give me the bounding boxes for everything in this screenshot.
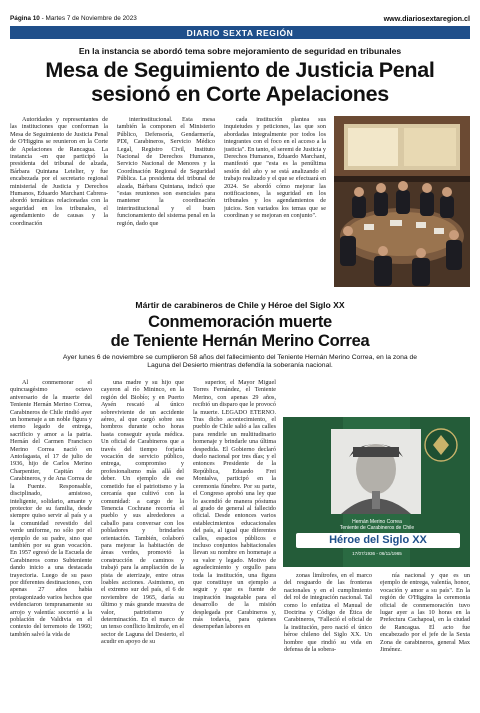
article1-headline-line2: sesionó en Corte Apelaciones xyxy=(91,82,389,106)
article2-column-2: una madre y su hijo que cayeron al río Mininco, en la región del Biobío; y en Puerto Aysén rescató al único sobreviviente de un accidente aéreo, al que cargó sobre sus hombros durante ocho horas hasta conseguir ayuda médica. Un oficial de Carabineros que a través del tiempo forjaría vocación de servicio público, entrega, compromiso y profesionalismo más allá del deber. Un ejemplo de ese cometido fue el patriotismo y la cercanía que cultivó con la comunidad: a cargo de la Tenencia Cochrane recorría el pueblo y sus alrededores a caballo para conversar con los pobladores y brindarles orientación. También, colaboró para mejorar la habitación de áreas verdes, promovió la construcción de caminos y trabajó para la ampliación de la pista de aterrizaje, entre otras loables acciones. Asimismo, en el extremo sur del país, el 6 de noviembre de 1965, daría su último y más grande muestra de valor, patriotismo y determinación. En el marco de un tenso conflicto limítrofe, en el sector de Laguna del Desierto, el acudir en apoyo de su xyxy=(101,379,184,646)
article2-headline-line1: Conmemoración muerte xyxy=(148,313,332,331)
portrait-name: Hernán Merino Correa xyxy=(352,519,402,525)
article2-column-1: Al conmemorar el quincuagésimo octavo aniversario de la muerte del Teniente Hernán Merino Correa, Carabineros de Chile rindió ayer un homenaje a un noble figura y eterno legado de entrega, sacrificio y amor a la patria. Hernán del Carmen Francisco Merino Correa nació en Antofagasta, el 17 de julio de 1936, hijo de Carlos Merino Charpentier, Capitán de Carabineros, y de Ana Correa de la Fuente. Responsable, disciplinado, amistoso, inteligente, solidario, amante y protector de su familia, desde siempre quiso servir al país y a la comunidad revestido del verde uniforme, no sólo por el ejemplo de su padre, sino que también por su gran vocación. En 1957 egresó de la Escuela de Carabineros como Subteniente dando inicio a una destacada trayectoria. Luego de su paso por diferentes destinaciones, con apenas 27 años había protagonizado varios hechos que evidenciaron tempranamente su arrojo y valentía: socorrió a la población de Valdivia en el contexto del terremoto de 1960; también salvó la vida de xyxy=(10,379,92,638)
meeting-photo xyxy=(334,116,470,287)
portrait-hero-title: Héroe del Siglo XX xyxy=(296,533,460,548)
article2-headline xyxy=(10,313,470,351)
article1-column-1: Autoridades y representantes de las instituciones que conforman la Mesa de Seguimiento de Justicia Penal de O'Higgins se reunieron en la Corte de Apelaciones de Rancagua. La instancia -en que participó la presidenta del tribunal de alzada, Bárbara Quintana Letelier, y fue encabezada por el secretario regional ministerial de Justicia y Derechos Humanos, Eduardo Marchant Cabrera- abordó temáticas relacionadas con la seguridad en los tribunales, el agendamiento de causas y la coordinación xyxy=(10,116,108,227)
portrait-dates: 17/07/1936 - 06/11/1965 xyxy=(352,551,402,556)
article1-kicker: En la instancia se abordó tema sobre mejoramiento de seguridad en tribunales xyxy=(78,46,402,56)
masthead-title: DIARIO SEXTA REGIÓN xyxy=(186,27,294,38)
page-number: Página 10 xyxy=(10,14,40,22)
article1-headline-line1: Mesa de Seguimiento de Justicia Penal xyxy=(45,58,435,82)
article1-headline xyxy=(10,58,470,106)
website-url[interactable]: www.diariosextaregion.cl xyxy=(383,13,470,23)
article2-kicker: Mártir de carabineros de Chile y Héroe del Siglo XX xyxy=(135,300,345,310)
portrait-caption-name xyxy=(314,519,440,531)
article2-column-3: superior, el Mayor Miguel Torres Fernández, el Teniente Merino, con apenas 29 años, recibió un disparo que le provocó la muerte. LEGADO ETERNO. Tras dicho acontecimiento, el pueblo de Chile salió a las calles para rendirle un multitudinario homenaje y brindarle una última despedida. El Gobierno declaró duelo nacional por tres días; y el entonces Presidente de la República, Eduardo Frei Montalva, participó en la ceremonia fúnebre. Por su parte, el Congreso aprobó una ley que lo ascendió de manera póstuma al grado de general al fallecido oficial. Desde entonces varios establecimientos educacionales del país, al igual que diferentes calles, espacios públicos e incluso conjuntos habitacionales llevan su nombre en homenaje a su valor y legado. Motivo de agradecimiento y orgullo para toda la institución, una figura que constituye un ejemplo a seguir y que es fuente de inspiración inagotable para el desarrollo de la misión desplegada por Carabineros y, más todavía, para quienes desempeñan labores en xyxy=(193,379,276,631)
portrait-subtitle: Teniente de Carabineros de Chile xyxy=(339,525,415,531)
article1-column-2: interinstitucional. Esta mesa también la componen el Ministerio Público, Defensoría, Gendarmería, PDI, Carabineros, Servicio Médico Legal, Registro Civil, Instituto Nacional de Derechos Humanos, Servicio Nacional de Menores y la Coordinación Regional de Seguridad Pública. La presidenta del tribunal de alzada, Bárbara Quintana, indicó que "estas reuniones son esenciales para mantener la coordinación interinstitucional y el buen funcionamiento del sistema penal en la región, dado que xyxy=(117,116,215,227)
page-date-line xyxy=(10,15,240,22)
article2-deck: Ayer lunes 6 de noviembre se cumplieron 58 años del fallecimiento del Teniente Hernán Merino Correa, en la zona de Laguna del Desierto mientras defendía la soberanía nacional. xyxy=(62,354,418,370)
page-header xyxy=(10,12,470,24)
article1-column-3: cada institución plantea sus inquietudes y peticiones, las que son abordadas integralmente por todos los integrantes con el foco en el acceso a la justicia". En tanto, el seremi de Justicia y Derechos Humanos, Eduardo Marchant, manifestó que "esta es la penúltima sesión del año y se está analizando el trabajo realizado y el que se efectuará en 2024. Se abordó cómo mejorar las notificaciones, la seguridad en los tribunales y los agendamientos de juicios. Son variados los temas que se coordinan y se mejoran en conjunto". xyxy=(224,116,326,220)
article2-headline-line2: de Teniente Hernán Merino Correa xyxy=(110,332,370,350)
article2-column-4: zonas limítrofes, en el marco del resguardo de las fronteras nacionales y en el cumplimiento del rol de integración nacional. Tal como lo enfatiza el Manual de Doctrina y Código de Ética de Carabineros, "Falleció el oficial de la institución, pero nació el único héroe chileno del Siglo XX. Un hombre que rindió su vida en defensa de la sobera- xyxy=(284,572,372,654)
issue-date: - Martes 7 de Noviembre de 2023 xyxy=(41,14,137,22)
article2-column-5: nía nacional y que es un ejemplo de entrega, valentía, honor, vocación y amor a su país". En la región de O'Higgins la ceremonia oficial de conmemoración tuvo lugar ayer a las 10 horas en la Prefectura Cachapoal, en la ciudad de Rancagua. El acto fue encabezado por el jefe de la Sexta Zona de carabineros, general Max Jiménez. xyxy=(380,572,470,654)
masthead-band xyxy=(10,26,470,39)
